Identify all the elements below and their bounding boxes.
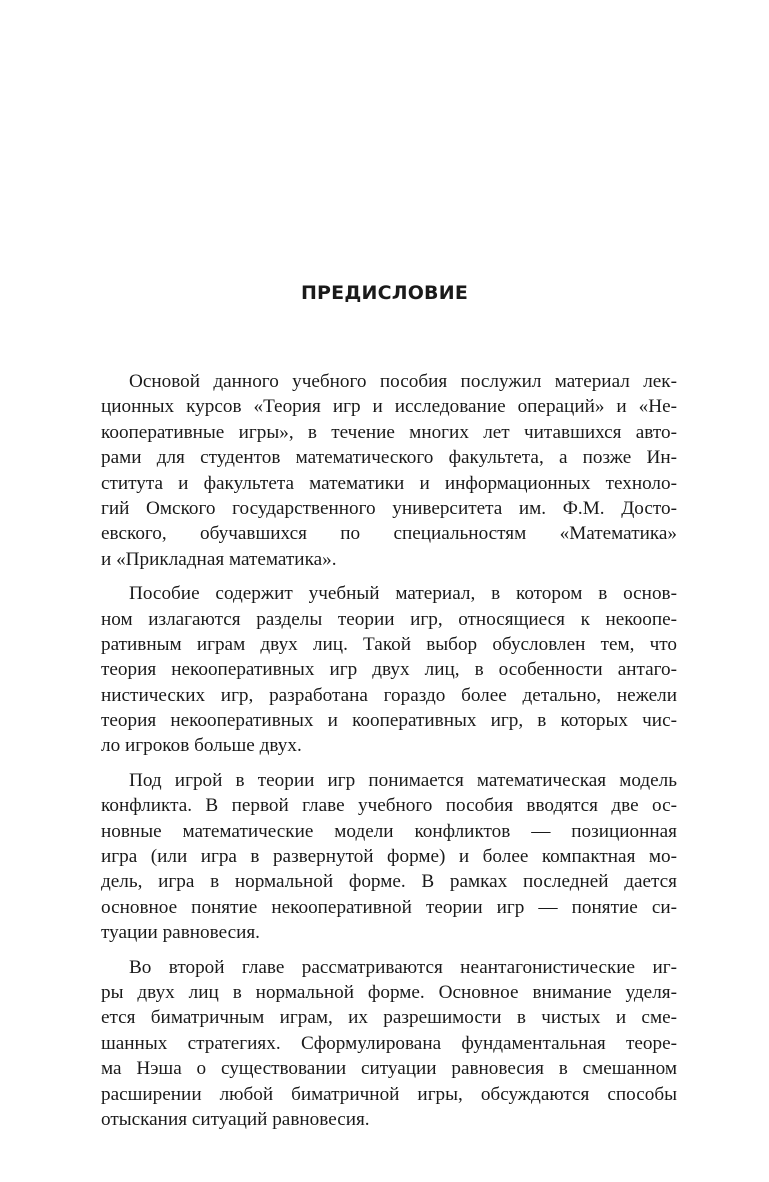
text-line: кооперативные игры», в течение многих лет читавшихся авто- — [101, 421, 677, 443]
text-line: Основой данного учебного пособия послужил материал лек- — [129, 371, 677, 392]
text-line: гий Омского государственного университета им. Ф.М. Досто- — [101, 497, 677, 519]
text-line: Во второй главе рассматриваются неантагонистические иг- — [129, 956, 677, 978]
text-line: шанных стратегиях. Сформулирована фундаментальная теоре- — [101, 1032, 677, 1054]
text-line: ном излагаются разделы теории игр, относящиеся к некоопе- — [101, 608, 677, 630]
paragraph-1 — [101, 369, 677, 572]
text-line: Под игрой в теории игр понимается математическая модель — [129, 769, 677, 791]
text-line: ма Нэша о существовании ситуации равновесия в смешанном — [101, 1058, 677, 1080]
text-line: конфликта. В первой главе учебного пособия вводятся две ос- — [101, 795, 677, 817]
text-line: рами для студентов математического факультета, а позже Ин- — [101, 447, 677, 469]
text-line: ститута и факультета математики и информационных техноло- — [101, 472, 677, 494]
body-text — [101, 369, 677, 1132]
text-line: туации равновесия. — [101, 922, 260, 944]
text-line: теория некооперативных и кооперативных игр, в которых чис- — [101, 710, 677, 732]
page-title: ПРЕДИСЛОВИЕ — [300, 282, 469, 304]
text-line: ционных курсов «Теория игр и исследование операций» и «Не- — [101, 396, 677, 418]
text-line: ративным играм двух лиц. Такой выбор обусловлен тем, что — [101, 633, 677, 655]
text-line: теория некооперативных игр двух лиц, в особенности антаго- — [101, 659, 677, 681]
text-line: новные математические модели конфликтов — позиционная — [101, 820, 677, 842]
text-line: Пособие содержит учебный материал, в котором в основ- — [129, 583, 677, 605]
text-line: нистических игр, разработана гораздо более детально, нежели — [101, 684, 677, 706]
text-line: ется биматричным играм, их разрешимости в чистых и сме- — [101, 1007, 677, 1029]
text-line: ры двух лиц в нормальной форме. Основное внимание уделя- — [101, 981, 677, 1003]
text-line: дель, игра в нормальной форме. В рамках последней дается — [101, 871, 677, 893]
text-line: отыскания ситуаций равновесия. — [101, 1108, 370, 1130]
text-line: игра (или игра в развернутой форме) и более компактная мо- — [101, 846, 677, 868]
text-line: ло игроков больше двух. — [101, 735, 302, 757]
paragraph-3 — [101, 768, 677, 946]
text-line: расширении любой биматричной игры, обсуждаются способы — [101, 1083, 677, 1105]
paragraph-2 — [101, 581, 677, 759]
text-line: основное понятие некооперативной теории игр — понятие си- — [101, 896, 677, 918]
paragraph-4 — [101, 955, 677, 1133]
text-line: и «Прикладная математика». — [101, 548, 337, 570]
text-line: евского, обучавшихся по специальностям «Математика» — [101, 523, 677, 545]
